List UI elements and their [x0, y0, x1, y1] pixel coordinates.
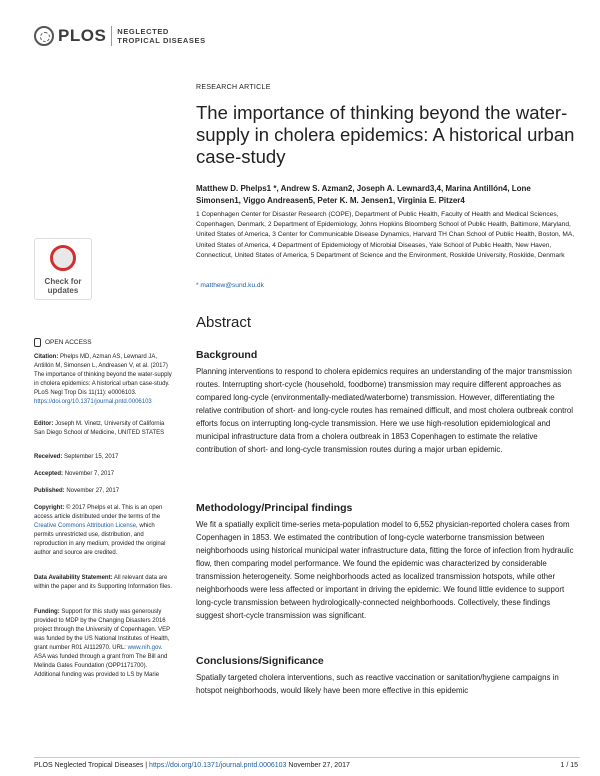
- conclusions-text: Spatially targeted cholera interventions, such as reactive vaccination or sanitation/hygiene campaigns in hotspot neighborhoods, would likely have been more effective in this epidemic: [196, 673, 559, 695]
- open-lock-icon: [34, 338, 41, 347]
- copyright-text: © 2017 Phelps et al. This is an open access article distributed under the terms of the: [34, 505, 163, 520]
- data-availability-label: Data Availability Statement:: [34, 575, 113, 581]
- check-for-updates-badge[interactable]: [34, 238, 92, 300]
- journal-line2: TROPICAL DISEASES: [117, 36, 206, 45]
- page-number: 1 / 15: [560, 762, 578, 769]
- conclusions-heading: Conclusions/Significance: [196, 655, 324, 667]
- editor: [34, 420, 174, 438]
- received-value: September 15, 2017: [64, 454, 119, 460]
- footer-date: November 27, 2017: [288, 762, 350, 769]
- footer-journal: PLOS Neglected Tropical Diseases |: [34, 762, 148, 769]
- cc-license-link[interactable]: Creative Commons Attribution License: [34, 523, 137, 529]
- corresponding-email[interactable]: * matthew@sund.ku.dk: [196, 282, 264, 289]
- check-updates-icon: [50, 245, 76, 271]
- citation-label: Citation:: [34, 354, 59, 360]
- received-date: [34, 453, 174, 462]
- published-date: [34, 487, 174, 496]
- accepted-value: November 7, 2017: [64, 471, 115, 477]
- funding-text: Support for this study was generously provided to MDP by the Changing Disasters 2016 project through the University of Copenhagen. VEP was funded by the US National Institutes of Health, grant number R01 AI112970. URL:: [34, 609, 170, 651]
- copyright-label: Copyright:: [34, 505, 65, 511]
- logo-divider: [111, 26, 112, 46]
- copyright: [34, 504, 174, 558]
- funding: [34, 608, 174, 680]
- nih-link[interactable]: www.nih.gov: [127, 645, 161, 651]
- published-label: Published:: [34, 488, 65, 494]
- footer: [34, 762, 350, 769]
- published-value: November 27, 2017: [66, 488, 120, 494]
- author-list: Matthew D. Phelps1 *, Andrew S. Azman2, Joseph A. Lewnard3,4, Marina Antillón4, Lone Simonsen1, Viggo Andreasen5, Peter K. M. Jensen1, Virginia E. Pitzer4: [196, 184, 531, 205]
- open-access-label: OPEN ACCESS: [45, 339, 92, 346]
- open-access-badge: [34, 338, 92, 347]
- plos-logo: [34, 26, 206, 46]
- background-heading: Background: [196, 349, 258, 361]
- citation: [34, 353, 174, 407]
- check-updates-label: Check for updates: [44, 277, 82, 295]
- methods-heading: Methodology/Principal findings: [196, 502, 353, 514]
- logo-text: PLOS: [58, 26, 107, 45]
- editor-text: Joseph M. Vinetz, University of California San Diego School of Medicine, UNITED STATES: [34, 421, 165, 436]
- footer-divider: [34, 757, 580, 758]
- affiliations: 1 Copenhagen Center for Disaster Research (COPE), Department of Public Health, Faculty of Health and Medical Sciences, Copenhagen, Denmark, 2 Department of Epidemiology, Johns Hopkins Bloomberg School of Public Health, Baltimore, Maryland, United States of America, 3 Center for Communicable Disease Dynamics, Harvard TH Chan School of Public Health, Boston, MA, United States of America, 4 Department of Epidemiology of Microbial Diseases, Yale School of Public Health, New Haven, Connecticut, United States of America, 5 Department of Science and the Environment, Roskilde University, Roskilde, Denmark: [196, 211, 575, 259]
- data-availability-text: All relevant data are within the paper and its Supporting Information files.: [34, 575, 173, 590]
- funding-rest: . ASA was funded through a grant from The Bill and Melinda Gates Foundation (OPP1171700). Additional funding was provided to LS by Marie: [34, 645, 168, 678]
- article-title: The importance of thinking beyond the water-supply in cholera epidemics: A historical urban case-study: [196, 102, 575, 167]
- abstract-heading: Abstract: [196, 314, 252, 331]
- journal-name: [117, 27, 205, 45]
- footer-doi-link[interactable]: https://doi.org/10.1371/journal.pntd.0006103: [149, 762, 287, 769]
- journal-line1: NEGLECTED: [117, 27, 169, 36]
- background-text: Planning interventions to respond to cholera epidemics requires an understanding of the major transmission routes. Interrupting short-cycle (household, foodborne) transmission may require different approaches as compared long-cycle (environmentally-mediated/waterborne) transmission. However, differentiating the relative contribution of short- and long-cycle routes has remained difficult, and most cholera outbreak control efforts focus on interrupting long-cycle transmission. Here we use high-resolution epidemiological and municipal infrastructure data from a cholera outbreak in 1853 Copenhagen to estimate the relative contribution of short- and long-cycle transmission routes during a major urban epidemic.: [196, 367, 574, 454]
- plos-logo-icon: [34, 26, 54, 46]
- article-type: RESEARCH ARTICLE: [196, 84, 271, 91]
- copyright-rest: , which permits unrestricted use, distribution, and reproduction in any medium, provided the original author and source are credited.: [34, 523, 166, 556]
- received-label: Received:: [34, 454, 63, 460]
- citation-text: Phelps MD, Azman AS, Lewnard JA, Antillón M, Simonsen L, Andreasen V, et al. (2017) The importance of thinking beyond the water-supply in cholera epidemics: A historical urban case-study. PLoS Negl Trop Dis 11(11): e0006103.: [34, 354, 172, 396]
- accepted-label: Accepted:: [34, 471, 64, 477]
- editor-label: Editor:: [34, 421, 54, 427]
- data-availability: [34, 574, 174, 592]
- funding-label: Funding:: [34, 609, 60, 615]
- citation-doi-link[interactable]: https://doi.org/10.1371/journal.pntd.0006103: [34, 399, 152, 405]
- accepted-date: [34, 470, 174, 479]
- methods-text: We fit a spatially explicit time-series meta-population model to 6,552 physician-reported cholera cases from Copenhagen in 1853. We estimated the contribution of long-cycle waterborne transmission between neighborhoods using historical municipal water infrastructure data, fitting the force of infection from hydraulic flow, then comparing model performance. We found the epidemic was characterized by considerable transmission heterogeneity. Some neighborhoods acted as localized transmission hotspots, while other neighborhoods were less affected or important in driving the epidemic. We found little evidence to support long-cycle transmission between hydrologically-connected neighborhoods. Collectively, these findings suggest short-cycle transmission was significant.: [196, 520, 574, 620]
